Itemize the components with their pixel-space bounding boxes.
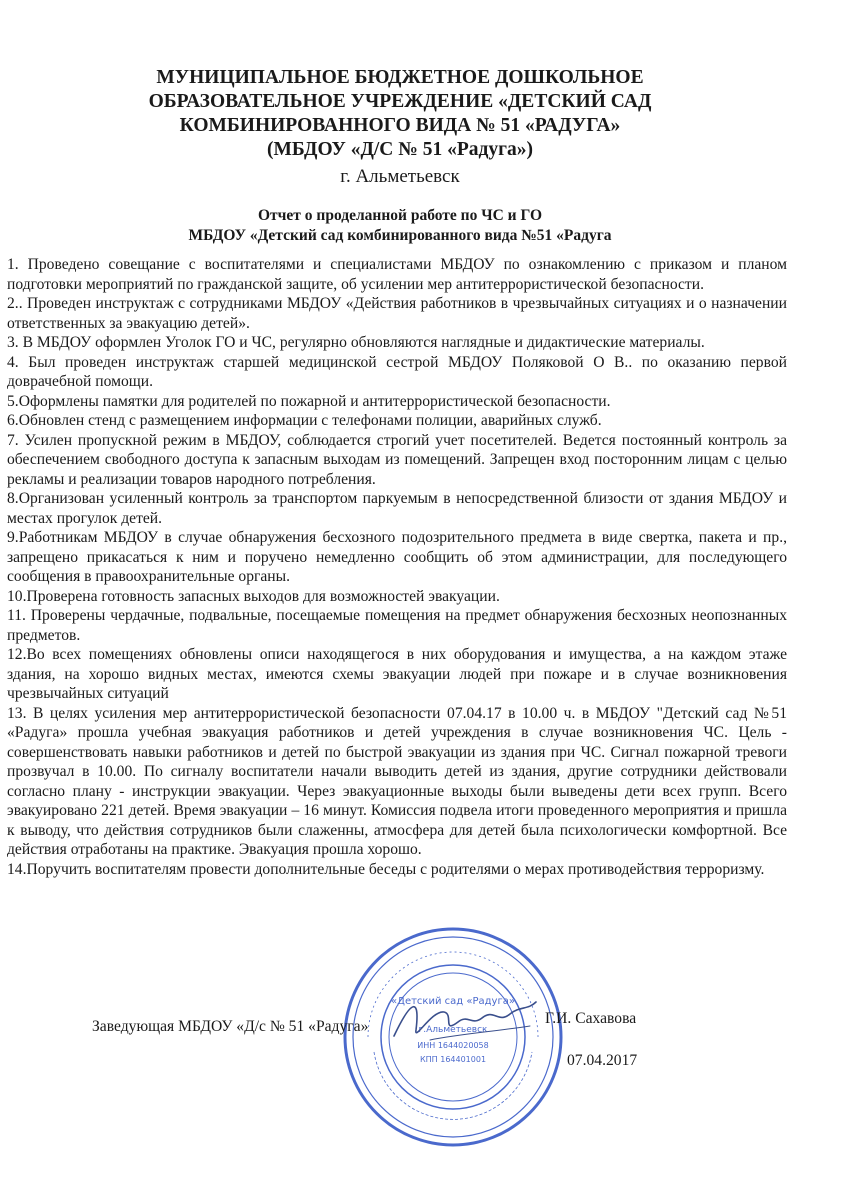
report-title-line-1: Отчет о проделанной работе по ЧС и ГО [257, 207, 542, 224]
city-line: г. Альметьевск [340, 166, 460, 187]
organization-header [100, 66, 700, 162]
report-item-7: 7. Усилен пропускной режим в МБДОУ, соблюдается строгий учет посетителей. Ведется постоянный контроль за обеспечением свободного доступа к запасным выходам из помещений. Запрещен вход посторонним лицам с целью рекламы и реализации товаров народного потребления. [7, 431, 787, 488]
report-items-list [7, 255, 787, 879]
stamp-inn-text: ИНН 1644020058 [417, 1041, 489, 1050]
report-item-10: 10.Проверена готовность запасных выходов для возможностей эвакуации. [7, 587, 500, 605]
report-item-6: 6.Обновлен стенд с размещением информации с телефонами полиции, аварийных служб. [7, 412, 602, 429]
report-item-3: 3. В МБДОУ оформлен Уголок ГО и ЧС, регулярно обновляются наглядные и дидактические материалы. [7, 334, 705, 351]
signatory-role: Заведующая МБДОУ «Д/с № 51 «Радуга» [92, 1018, 369, 1035]
report-item-5: 5.Оформлены памятки для родителей по пожарной и антитеррористической безопасности. [7, 392, 611, 410]
signature-block [92, 1010, 792, 1070]
report-item-8: 8.Организован усиленный контроль за транспортом паркуемым в непосредственной близости от здания МБДОУ и местах прогулок детей. [7, 490, 787, 527]
report-title-line-2: МБДОУ «Детский сад комбинированного вида №51 «Радуга [188, 227, 612, 244]
report-item-1: 1. Проведено совещание с воспитателями и специалистами МБДОУ по ознакомлению с приказом и планом подготовки мероприятий по гражданской защите, об усилении мер антитеррористической безопасности. [7, 256, 787, 293]
signatory-name: Г.И. Сахавова [545, 1010, 637, 1027]
report-item-11: 11. Проверены чердачные, подвальные, посещаемые помещения на предмет обнаружения бесхозных неопознанных предметов. [7, 607, 787, 644]
stamp-center-text: «Детский сад «Радуга» [391, 996, 515, 1007]
report-item-2: 2.. Проведен инструктаж с сотрудниками МБДОУ «Действия работников в чрезвычайных ситуациях и о назначении ответственных за эвакуацию детей». [7, 295, 787, 332]
report-item-13: 13. В целях усиления мер антитеррористической безопасности 07.04.17 в 10.00 ч. в МБДОУ "Детский сад №51 «Радуга» прошла учебная эвакуация работников и детей учреждения в случае возникновения ЧС. Цель - совершенствовать навыки работников и детей по быстрой эвакуации из здания при ЧС. Сигнал пожарной тревоги прозвучал в 10.00. По сигналу воспитатели начали выводить детей из здания, другие сотрудники действовали согласно плану - инструкции эвакуации. Через эвакуационные выходы были выведены дети всех групп. Всего эвакуировано 221 детей. Время эвакуации – 16 минут. Комиссия подвела итоги проведенного мероприятия и пришла к выводу, что действия сотрудников были слаженны, атмосфера для детей была психологически комфортной. Все действия отработаны на практике. Эвакуация прошла хорошо. [7, 704, 787, 858]
org-name-line-4: (МБДОУ «Д/С № 51 «Радуга») [267, 139, 533, 160]
report-item-4: 4. Был проведен инструктаж старшей медицинской сестрой МБДОУ Поляковой О В.. по оказанию первой доврачебной помощи. [7, 353, 787, 390]
org-name-line-1: МУНИЦИПАЛЬНОЕ БЮДЖЕТНОЕ ДОШКОЛЬНОЕ [156, 67, 644, 88]
report-item-12: 12.Во всех помещениях обновлены описи находящегося в них оборудования и имущества, а на каждом этаже здания, на хорошо видных местах, имеются схемы эвакуации людей при пожаре и в случае возникновения чрезвычайных ситуаций [7, 646, 787, 702]
report-item-14: 14.Поручить воспитателям провести дополнительные беседы с родителями о мерах противодействия терроризму. [7, 860, 765, 878]
stamp-kpp-text: КПП 164401001 [419, 1055, 487, 1064]
signature-date: 07.04.2017 [567, 1052, 638, 1069]
report-item-9: 9.Работникам МБДОУ в случае обнаружения бесхозного подозрительного предмета в виде свертка, пакета и пр., запрещено прикасаться к ним и поручено немедленно сообщить об этом администрации, для последующего сообщения в правоохранительные органы. [7, 529, 787, 585]
report-title [100, 206, 700, 246]
org-name-line-2: ОБРАЗОВАТЕЛЬНОЕ УЧРЕЖДЕНИЕ «ДЕТСКИЙ САД [148, 91, 652, 112]
org-name-line-3: КОМБИНИРОВАННОГО ВИДА № 51 «РАДУГА» [179, 115, 621, 136]
stamp-city-text: г.Альметьевск [418, 1025, 488, 1035]
